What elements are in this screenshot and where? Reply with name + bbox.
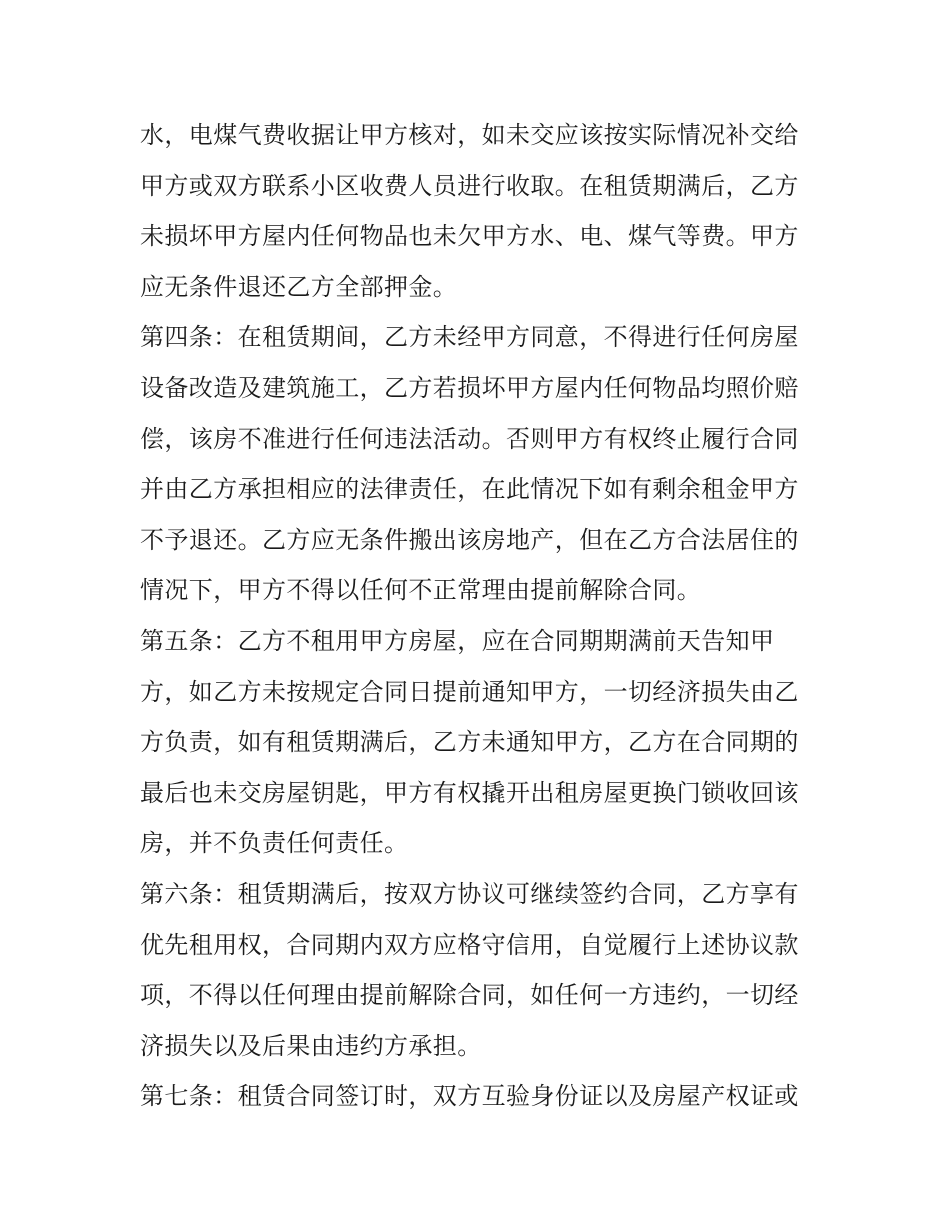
text-line: 不予退还。乙方应无条件搬出该房地产，但在乙方合法居住的 (140, 525, 799, 554)
text-line: 设备改造及建筑施工，乙方若损坏甲方屋内任何物品均照价赔 (140, 373, 799, 402)
text-line: 方，如乙方未按规定合同日提前通知甲方，一切经济损失由乙 (140, 677, 799, 706)
text-line: 应无条件退还乙方全部押金。 (140, 272, 458, 301)
text-line: 未损坏甲方屋内任何物品也未欠甲方水、电、煤气等费。甲方 (140, 222, 799, 251)
text-line: 最后也未交房屋钥匙，甲方有权撬开出租房屋更换门锁收回该 (140, 778, 799, 807)
contract-text-body (140, 110, 812, 1122)
text-line: 济损失以及后果由违约方承担。 (140, 1031, 482, 1060)
text-line: 项，不得以任何理由提前解除合同，如任何一方违约，一切经 (140, 981, 799, 1010)
text-line: 水，电煤气费收据让甲方核对，如未交应该按实际情况补交给 (140, 121, 799, 149)
text-line: 甲方或双方联系小区收费人员进行收取。在租赁期满后，乙方 (140, 171, 799, 200)
text-line: 优先租用权，合同期内双方应格守信用，自觉履行上述协议款 (140, 930, 799, 959)
text-line: 情况下，甲方不得以任何不正常理由提前解除合同。 (140, 576, 702, 605)
text-line: 方负责，如有租赁期满后，乙方未通知甲方，乙方在合同期的 (140, 728, 799, 757)
article-5-line: 第五条：乙方不租用甲方房屋，应在合同期期满前天告知甲 (140, 626, 775, 655)
article-6-line: 第六条：租赁期满后，按双方协议可继续签约合同，乙方享有 (140, 879, 799, 908)
article-4-line: 第四条：在租赁期间，乙方未经甲方同意，不得进行任何房屋 (140, 323, 799, 352)
text-line: 房，并不负责任何责任。 (140, 829, 409, 858)
text-line: 并由乙方承担相应的法律责任，在此情况下如有剩余租金甲方 (140, 475, 799, 504)
article-7-line: 第七条：租赁合同签订时，双方互验身份证以及房屋产权证或 (140, 1082, 799, 1111)
text-line: 偿，该房不准进行任何违法活动。否则甲方有权终止履行合同 (140, 424, 799, 453)
